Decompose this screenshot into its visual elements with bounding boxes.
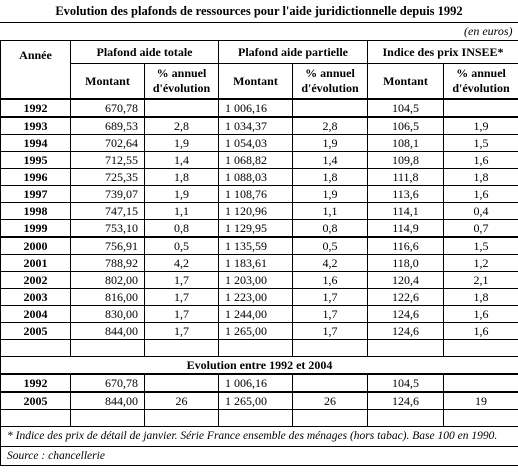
empty-cell [1, 340, 71, 357]
index-amount: 104,5 [368, 99, 444, 117]
total-evolution: 2,8 [145, 117, 219, 135]
col-header-index-amount: Montant [368, 64, 444, 100]
year-header: Année [1, 41, 71, 100]
empty-cell [219, 340, 293, 357]
col-header-partial-amount: Montant [219, 64, 293, 100]
total-evolution: 1,7 [145, 323, 219, 340]
row-year: 2005 [1, 392, 71, 410]
table-row [1, 220, 518, 238]
partial-amount: 1 135,59 [219, 237, 293, 255]
partial-evolution: 0,8 [293, 220, 368, 238]
total-evolution: 1,8 [145, 169, 219, 186]
source-note: Source : chancellerie [1, 447, 518, 466]
table-row [1, 306, 518, 323]
empty-cell [145, 410, 219, 427]
index-amount: 118,0 [368, 255, 444, 272]
index-amount: 111,8 [368, 169, 444, 186]
index-evolution: 0,4 [444, 203, 518, 220]
row-year: 1997 [1, 186, 71, 203]
partial-evolution [293, 374, 368, 392]
table-row [1, 99, 518, 117]
total-evolution: 1,9 [145, 135, 219, 152]
empty-cell [368, 340, 444, 357]
table-row [1, 152, 518, 169]
index-evolution: 2,1 [444, 272, 518, 289]
index-amount: 114,9 [368, 220, 444, 238]
header-row-columns [1, 64, 518, 100]
table-row [1, 289, 518, 306]
index-evolution: 1,5 [444, 237, 518, 255]
row-year: 2004 [1, 306, 71, 323]
index-evolution: 1,6 [444, 306, 518, 323]
index-evolution: 1,6 [444, 152, 518, 169]
index-amount: 113,6 [368, 186, 444, 203]
footnote: * Indice des prix de détail de janvier. Série France ensemble des ménages (hors tabac). Base 100 en 1990. [1, 427, 518, 447]
partial-amount: 1 054,03 [219, 135, 293, 152]
empty-cell [1, 410, 71, 427]
spacer-row [1, 410, 518, 427]
partial-evolution: 1,4 [293, 152, 368, 169]
index-amount: 116,6 [368, 237, 444, 255]
table-row [1, 169, 518, 186]
total-evolution: 1,7 [145, 306, 219, 323]
row-year: 2002 [1, 272, 71, 289]
index-evolution: 1,2 [444, 255, 518, 272]
index-evolution [444, 374, 518, 392]
total-amount: 725,35 [71, 169, 145, 186]
partial-amount: 1 034,37 [219, 117, 293, 135]
total-evolution: 1,7 [145, 272, 219, 289]
col-header-total-amount: Montant [71, 64, 145, 100]
empty-cell [293, 340, 368, 357]
total-amount: 802,00 [71, 272, 145, 289]
partial-evolution: 1,1 [293, 203, 368, 220]
index-evolution: 1,5 [444, 135, 518, 152]
total-evolution [145, 99, 219, 117]
total-amount: 816,00 [71, 289, 145, 306]
evolution-title: Evolution entre 1992 et 2004 [1, 357, 518, 375]
total-amount: 830,00 [71, 306, 145, 323]
partial-evolution: 26 [293, 392, 368, 410]
partial-evolution: 1,7 [293, 306, 368, 323]
partial-amount: 1 203,00 [219, 272, 293, 289]
partial-amount: 1 108,76 [219, 186, 293, 203]
table-row [1, 237, 518, 255]
evolution-row [1, 392, 518, 410]
row-year: 2000 [1, 237, 71, 255]
col-header-partial-evolution: % annuel d'évolution [293, 64, 368, 100]
index-evolution: 1,6 [444, 323, 518, 340]
total-amount: 753,10 [71, 220, 145, 238]
partial-amount: 1 265,00 [219, 323, 293, 340]
total-evolution: 1,9 [145, 186, 219, 203]
evolution-row [1, 374, 518, 392]
index-amount: 120,4 [368, 272, 444, 289]
partial-evolution: 1,7 [293, 323, 368, 340]
total-amount: 747,15 [71, 203, 145, 220]
spacer-row [1, 340, 518, 357]
table-row [1, 117, 518, 135]
partial-evolution: 1,7 [293, 289, 368, 306]
total-amount: 788,92 [71, 255, 145, 272]
total-amount: 712,55 [71, 152, 145, 169]
row-year: 1996 [1, 169, 71, 186]
table-title: Evolution des plafonds de ressources pour l'aide juridictionnelle depuis 1992 [0, 0, 518, 23]
table-row [1, 135, 518, 152]
row-year: 1999 [1, 220, 71, 238]
total-amount: 844,00 [71, 323, 145, 340]
partial-evolution: 1,9 [293, 135, 368, 152]
row-year: 1992 [1, 99, 71, 117]
partial-amount: 1 006,16 [219, 99, 293, 117]
index-evolution: 1,8 [444, 169, 518, 186]
empty-cell [293, 410, 368, 427]
index-amount: 108,1 [368, 135, 444, 152]
partial-amount: 1 183,61 [219, 255, 293, 272]
total-amount: 689,53 [71, 117, 145, 135]
partial-amount: 1 120,96 [219, 203, 293, 220]
total-evolution: 1,4 [145, 152, 219, 169]
partial-evolution: 4,2 [293, 255, 368, 272]
partial-amount: 1 244,00 [219, 306, 293, 323]
index-evolution: 1,8 [444, 289, 518, 306]
ceilings-table [0, 22, 518, 466]
group-header-partial: Plafond aide partielle [219, 41, 368, 64]
index-amount: 124,6 [368, 323, 444, 340]
partial-amount: 1 265,00 [219, 392, 293, 410]
units-label: (en euros) [464, 24, 513, 38]
total-evolution: 0,5 [145, 237, 219, 255]
total-evolution: 1,7 [145, 289, 219, 306]
total-evolution [145, 374, 219, 392]
partial-evolution [293, 99, 368, 117]
row-year: 2003 [1, 289, 71, 306]
row-year: 1994 [1, 135, 71, 152]
total-amount: 670,78 [71, 99, 145, 117]
row-year: 1992 [1, 374, 71, 392]
empty-cell [444, 410, 518, 427]
index-evolution: 19 [444, 392, 518, 410]
partial-amount: 1 006,16 [219, 374, 293, 392]
table-row [1, 186, 518, 203]
index-amount: 114,1 [368, 203, 444, 220]
empty-cell [145, 340, 219, 357]
row-year: 2005 [1, 323, 71, 340]
group-header-total: Plafond aide totale [71, 41, 219, 64]
partial-evolution: 1,9 [293, 186, 368, 203]
index-evolution: 0,7 [444, 220, 518, 238]
empty-cell [444, 340, 518, 357]
header-row-groups [1, 41, 518, 64]
total-evolution: 1,1 [145, 203, 219, 220]
partial-amount: 1 129,95 [219, 220, 293, 238]
table-row [1, 323, 518, 340]
empty-cell [71, 410, 145, 427]
index-evolution [444, 99, 518, 117]
total-amount: 670,78 [71, 374, 145, 392]
row-year: 1995 [1, 152, 71, 169]
index-amount: 122,6 [368, 289, 444, 306]
row-year: 1998 [1, 203, 71, 220]
col-header-index-evolution: % annuel d'évolution [444, 64, 518, 100]
index-amount: 124,6 [368, 392, 444, 410]
partial-evolution: 0,5 [293, 237, 368, 255]
index-amount: 104,5 [368, 374, 444, 392]
partial-evolution: 1,8 [293, 169, 368, 186]
partial-evolution: 2,8 [293, 117, 368, 135]
index-amount: 124,6 [368, 306, 444, 323]
index-amount: 106,5 [368, 117, 444, 135]
empty-cell [219, 410, 293, 427]
row-year: 1993 [1, 117, 71, 135]
footnote-row [1, 427, 518, 447]
total-evolution: 4,2 [145, 255, 219, 272]
total-amount: 739,07 [71, 186, 145, 203]
evolution-header-row [1, 357, 518, 375]
table-row [1, 272, 518, 289]
total-evolution: 26 [145, 392, 219, 410]
units-row [1, 22, 518, 41]
col-header-total-evolution: % annuel d'évolution [145, 64, 219, 100]
total-amount: 702,64 [71, 135, 145, 152]
empty-cell [368, 410, 444, 427]
partial-evolution: 1,6 [293, 272, 368, 289]
source-row [1, 447, 518, 466]
table-row [1, 203, 518, 220]
index-evolution: 1,6 [444, 186, 518, 203]
index-evolution: 1,9 [444, 117, 518, 135]
total-amount: 844,00 [71, 392, 145, 410]
table-row [1, 255, 518, 272]
total-evolution: 0,8 [145, 220, 219, 238]
empty-cell [71, 340, 145, 357]
partial-amount: 1 223,00 [219, 289, 293, 306]
total-amount: 756,91 [71, 237, 145, 255]
partial-amount: 1 068,82 [219, 152, 293, 169]
group-header-index: Indice des prix INSEE* [368, 41, 518, 64]
partial-amount: 1 088,03 [219, 169, 293, 186]
row-year: 2001 [1, 255, 71, 272]
index-amount: 109,8 [368, 152, 444, 169]
